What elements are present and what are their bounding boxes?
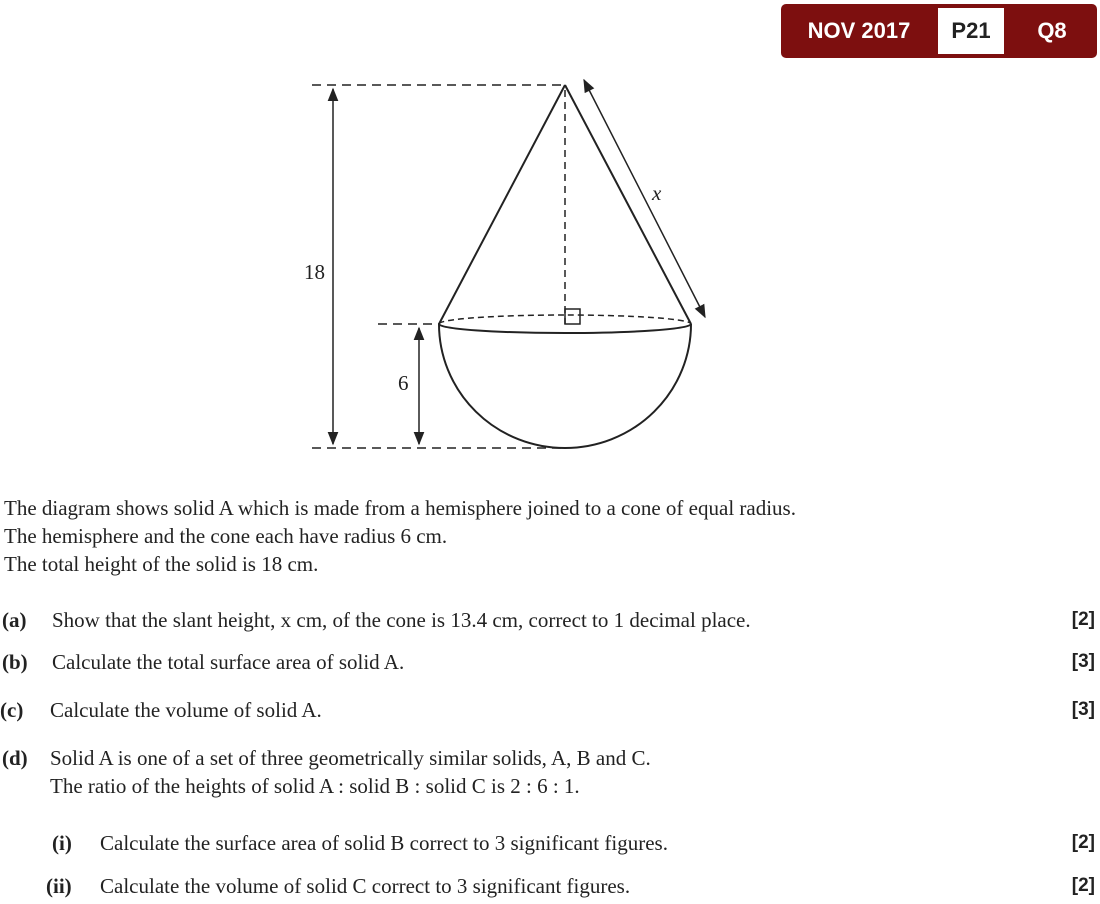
- total-height-label: 18: [304, 260, 325, 284]
- part-d-i-label: (i): [52, 831, 72, 855]
- part-d-i-marks: [2]: [1071, 832, 1095, 853]
- intro-line-2: The hemisphere and the cone each have radius 6 cm.: [4, 524, 448, 548]
- cone-left-edge: [439, 85, 565, 324]
- solid-diagram: [0, 60, 760, 460]
- part-a-marks: [2]: [1071, 609, 1095, 630]
- cone-right-edge: [565, 85, 691, 324]
- right-angle-marker: [565, 309, 580, 324]
- part-d-label: (d): [2, 746, 28, 770]
- question-number-label: Q8: [1037, 18, 1067, 43]
- slant-height-arrow: [584, 80, 705, 317]
- hemisphere-height-label: 6: [398, 371, 409, 395]
- base-ellipse-front: [439, 324, 691, 333]
- hemisphere-outline: [439, 324, 691, 448]
- part-c-marks: [3]: [1071, 699, 1095, 720]
- part-b-marks: [3]: [1071, 651, 1095, 672]
- part-a-text: Show that the slant height, x cm, of the cone is 13.4 cm, correct to 1 decimal place.: [52, 608, 751, 632]
- part-c-label: (c): [0, 698, 24, 722]
- part-b-text: Calculate the total surface area of solid A.: [52, 650, 405, 674]
- part-d-line-1: Solid A is one of a set of three geometrically similar solids, A, B and C.: [50, 746, 651, 770]
- intro-line-1: The diagram shows solid A which is made from a hemisphere joined to a cone of equal radius.: [4, 496, 796, 520]
- part-c-text: Calculate the volume of solid A.: [50, 698, 322, 722]
- part-a-label: (a): [2, 608, 27, 632]
- exam-session-label: NOV 2017: [807, 18, 911, 43]
- slant-height-label: x: [652, 181, 662, 205]
- part-d-i-text: Calculate the surface area of solid B correct to 3 significant figures.: [100, 831, 668, 855]
- paper-number-label: P21: [938, 8, 1004, 54]
- part-d-ii-label: (ii): [46, 874, 72, 898]
- part-b-label: (b): [2, 650, 28, 674]
- part-d-line-2: The ratio of the heights of solid A : solid B : solid C is 2 : 6 : 1.: [50, 774, 580, 798]
- part-d-ii-marks: [2]: [1071, 875, 1095, 896]
- intro-line-3: The total height of the solid is 18 cm.: [4, 552, 319, 576]
- question-reference-badge: [781, 4, 1097, 58]
- part-d-ii-text: Calculate the volume of solid C correct to 3 significant figures.: [100, 874, 631, 898]
- question-intro: [4, 494, 796, 578]
